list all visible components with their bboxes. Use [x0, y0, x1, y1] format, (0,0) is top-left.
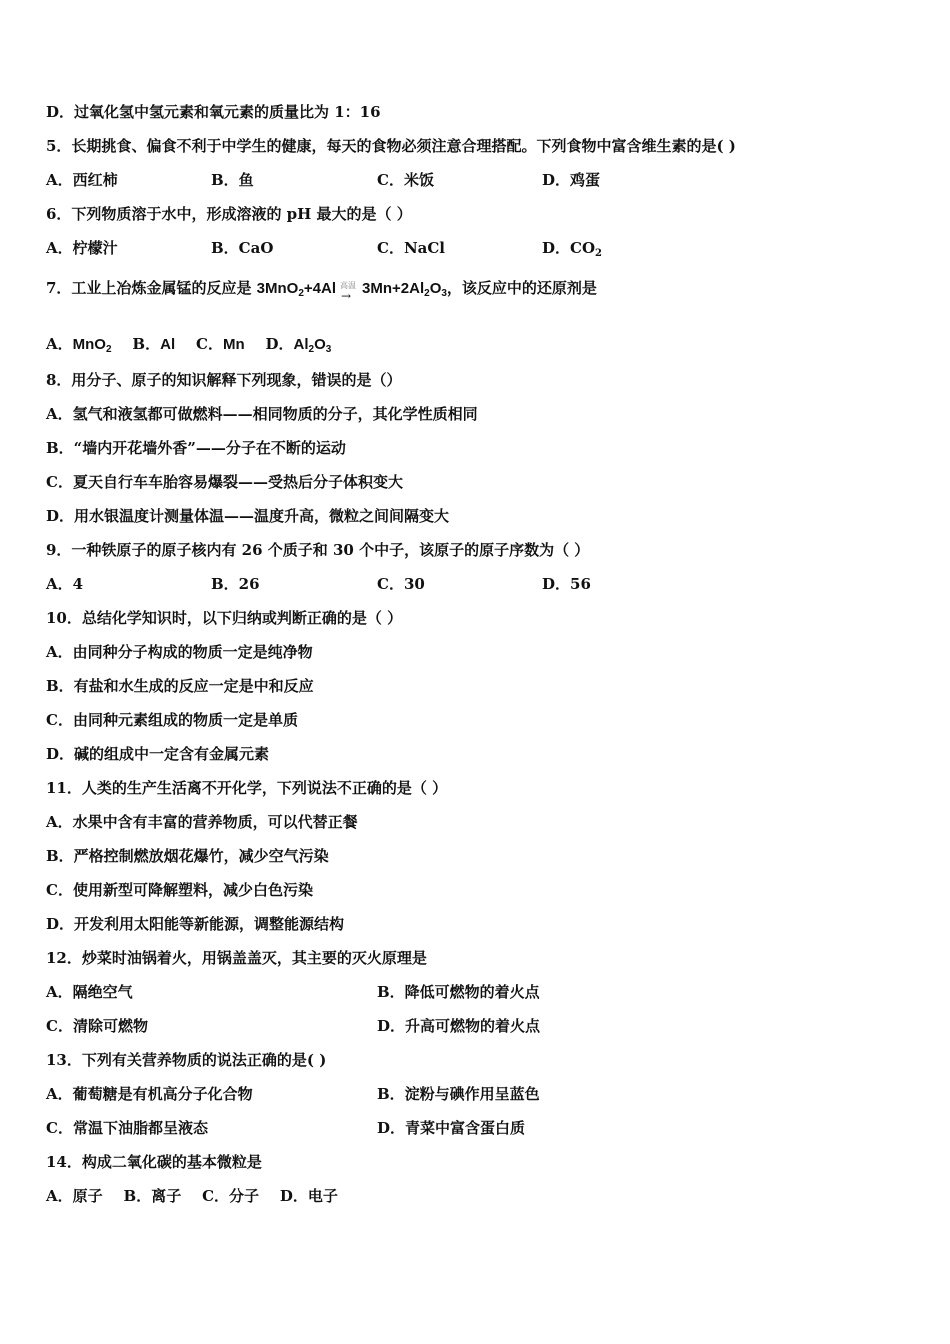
q11-option-b: B．严格控制燃放烟花爆竹，减少空气污染: [46, 847, 329, 865]
q5-stem: 5．长期挑食、偏食不利于中学生的健康，每天的食物必须注意合理搭配。下列食物中富含维生素的是( ): [46, 137, 736, 155]
q13-option-b: B．淀粉与碘作用呈蓝色: [377, 1085, 540, 1103]
q11-stem: 11．人类的生产生活离不开化学，下列说法不正确的是（ ）: [46, 779, 448, 797]
q8-option-a: A．氢气和液氢都可做燃料——相同物质的分子，其化学性质相同: [46, 405, 478, 423]
q7-option-c: C．Mn: [196, 335, 245, 353]
q6-stem: 6．下列物质溶于水中，形成溶液的 pH 最大的是（ ）: [46, 205, 412, 223]
q12-option-b: B．降低可燃物的着火点: [377, 983, 540, 1001]
q4-option-d: D．过氧化氢中氢元素和氧元素的质量比为 1：16: [46, 103, 381, 121]
q8-option-b: B．“墙内开花墙外香”——分子在不断的运动: [46, 439, 346, 457]
q12-option-d: D．升高可燃物的着火点: [377, 1017, 541, 1035]
q5-option-d: D．鸡蛋: [542, 171, 601, 189]
q5-option-c: C．米饭: [377, 171, 434, 189]
q14-options: A．原子 B．离子 C．分子 D．电子: [46, 1187, 338, 1205]
q9-option-b: B．26: [211, 575, 260, 593]
q5-option-a: A．西红柿: [46, 171, 118, 189]
q9-option-a: A．4: [46, 575, 84, 593]
q13-option-a: A．葡萄糖是有机高分子化合物: [46, 1085, 253, 1103]
q7-products: $3Mn+2Al_2O_3$: [362, 280, 447, 299]
q9-option-c: C．30: [377, 575, 425, 593]
q6-option-b: B．CaO: [211, 239, 274, 257]
q13-option-d: D．青菜中富含蛋白质: [377, 1119, 526, 1137]
q8-option-c: C．夏天自行车车胎容易爆裂——受热后分子体积变大: [46, 473, 403, 491]
q12-stem: 12．炒菜时油锅着火，用锅盖盖灭，其主要的灭火原理是: [46, 949, 427, 967]
q7-options: [46, 334, 331, 360]
q12-option-c: C．清除可燃物: [46, 1017, 148, 1035]
q10-stem: 10．总结化学知识时，以下归纳或判断正确的是（ ）: [46, 609, 403, 627]
q13-option-c: C．常温下油脂都呈液态: [46, 1119, 208, 1137]
reaction-condition: 高温 →: [336, 278, 362, 298]
q14-stem: 14．构成二氧化碳的基本微粒是: [46, 1153, 262, 1171]
q10-option-a: A．由同种分子构成的物质一定是纯净物: [46, 643, 313, 661]
q7-stem: 7．工业上冶炼金属锰的反应是 3MnO$_2$+4Al 高温 → $3Mn+2Al_2O_3$，该反应中的还原剂是: [46, 278, 597, 304]
q7-reactants: 3MnO$_2$+4Al: [256, 280, 337, 299]
reaction-arrow-icon: →: [341, 289, 352, 303]
q8-stem: 8．用分子、原子的知识解释下列现象，错误的是（）: [46, 371, 402, 389]
q12-option-a: A．隔绝空气: [46, 983, 133, 1001]
q5-option-b: B．鱼: [211, 171, 254, 189]
q11-option-a: A．水果中含有丰富的营养物质，可以代替正餐: [46, 813, 358, 831]
q10-option-b: B．有盐和水生成的反应一定是中和反应: [46, 677, 314, 695]
q10-option-c: C．由同种元素组成的物质一定是单质: [46, 711, 298, 729]
q9-stem: 9．一种铁原子的原子核内有 26 个质子和 30 个中子，该原子的原子序数为（ ）: [46, 541, 590, 559]
q10-option-d: D．碱的组成中一定含有金属元素: [46, 745, 270, 763]
q6-option-c: C．NaCl: [377, 239, 446, 257]
q11-option-d: D．开发利用太阳能等新能源，调整能源结构: [46, 915, 345, 933]
q7-option-b: B．Al: [132, 335, 176, 353]
q8-option-d: D．用水银温度计测量体温——温度升高，微粒之间间隔变大: [46, 507, 450, 525]
q7-option-d: D．$Al_2O_3$: [265, 335, 332, 355]
q6-option-d: D．$CO_2$: [542, 239, 602, 259]
q11-option-c: C．使用新型可降解塑料，减少白色污染: [46, 881, 313, 899]
q7-option-a: A．MnO$_2$: [46, 335, 112, 355]
q13-stem: 13．下列有关营养物质的说法正确的是( ): [46, 1051, 327, 1069]
q9-option-d: D．56: [542, 575, 591, 593]
q6-option-a: A．柠檬汁: [46, 239, 118, 257]
